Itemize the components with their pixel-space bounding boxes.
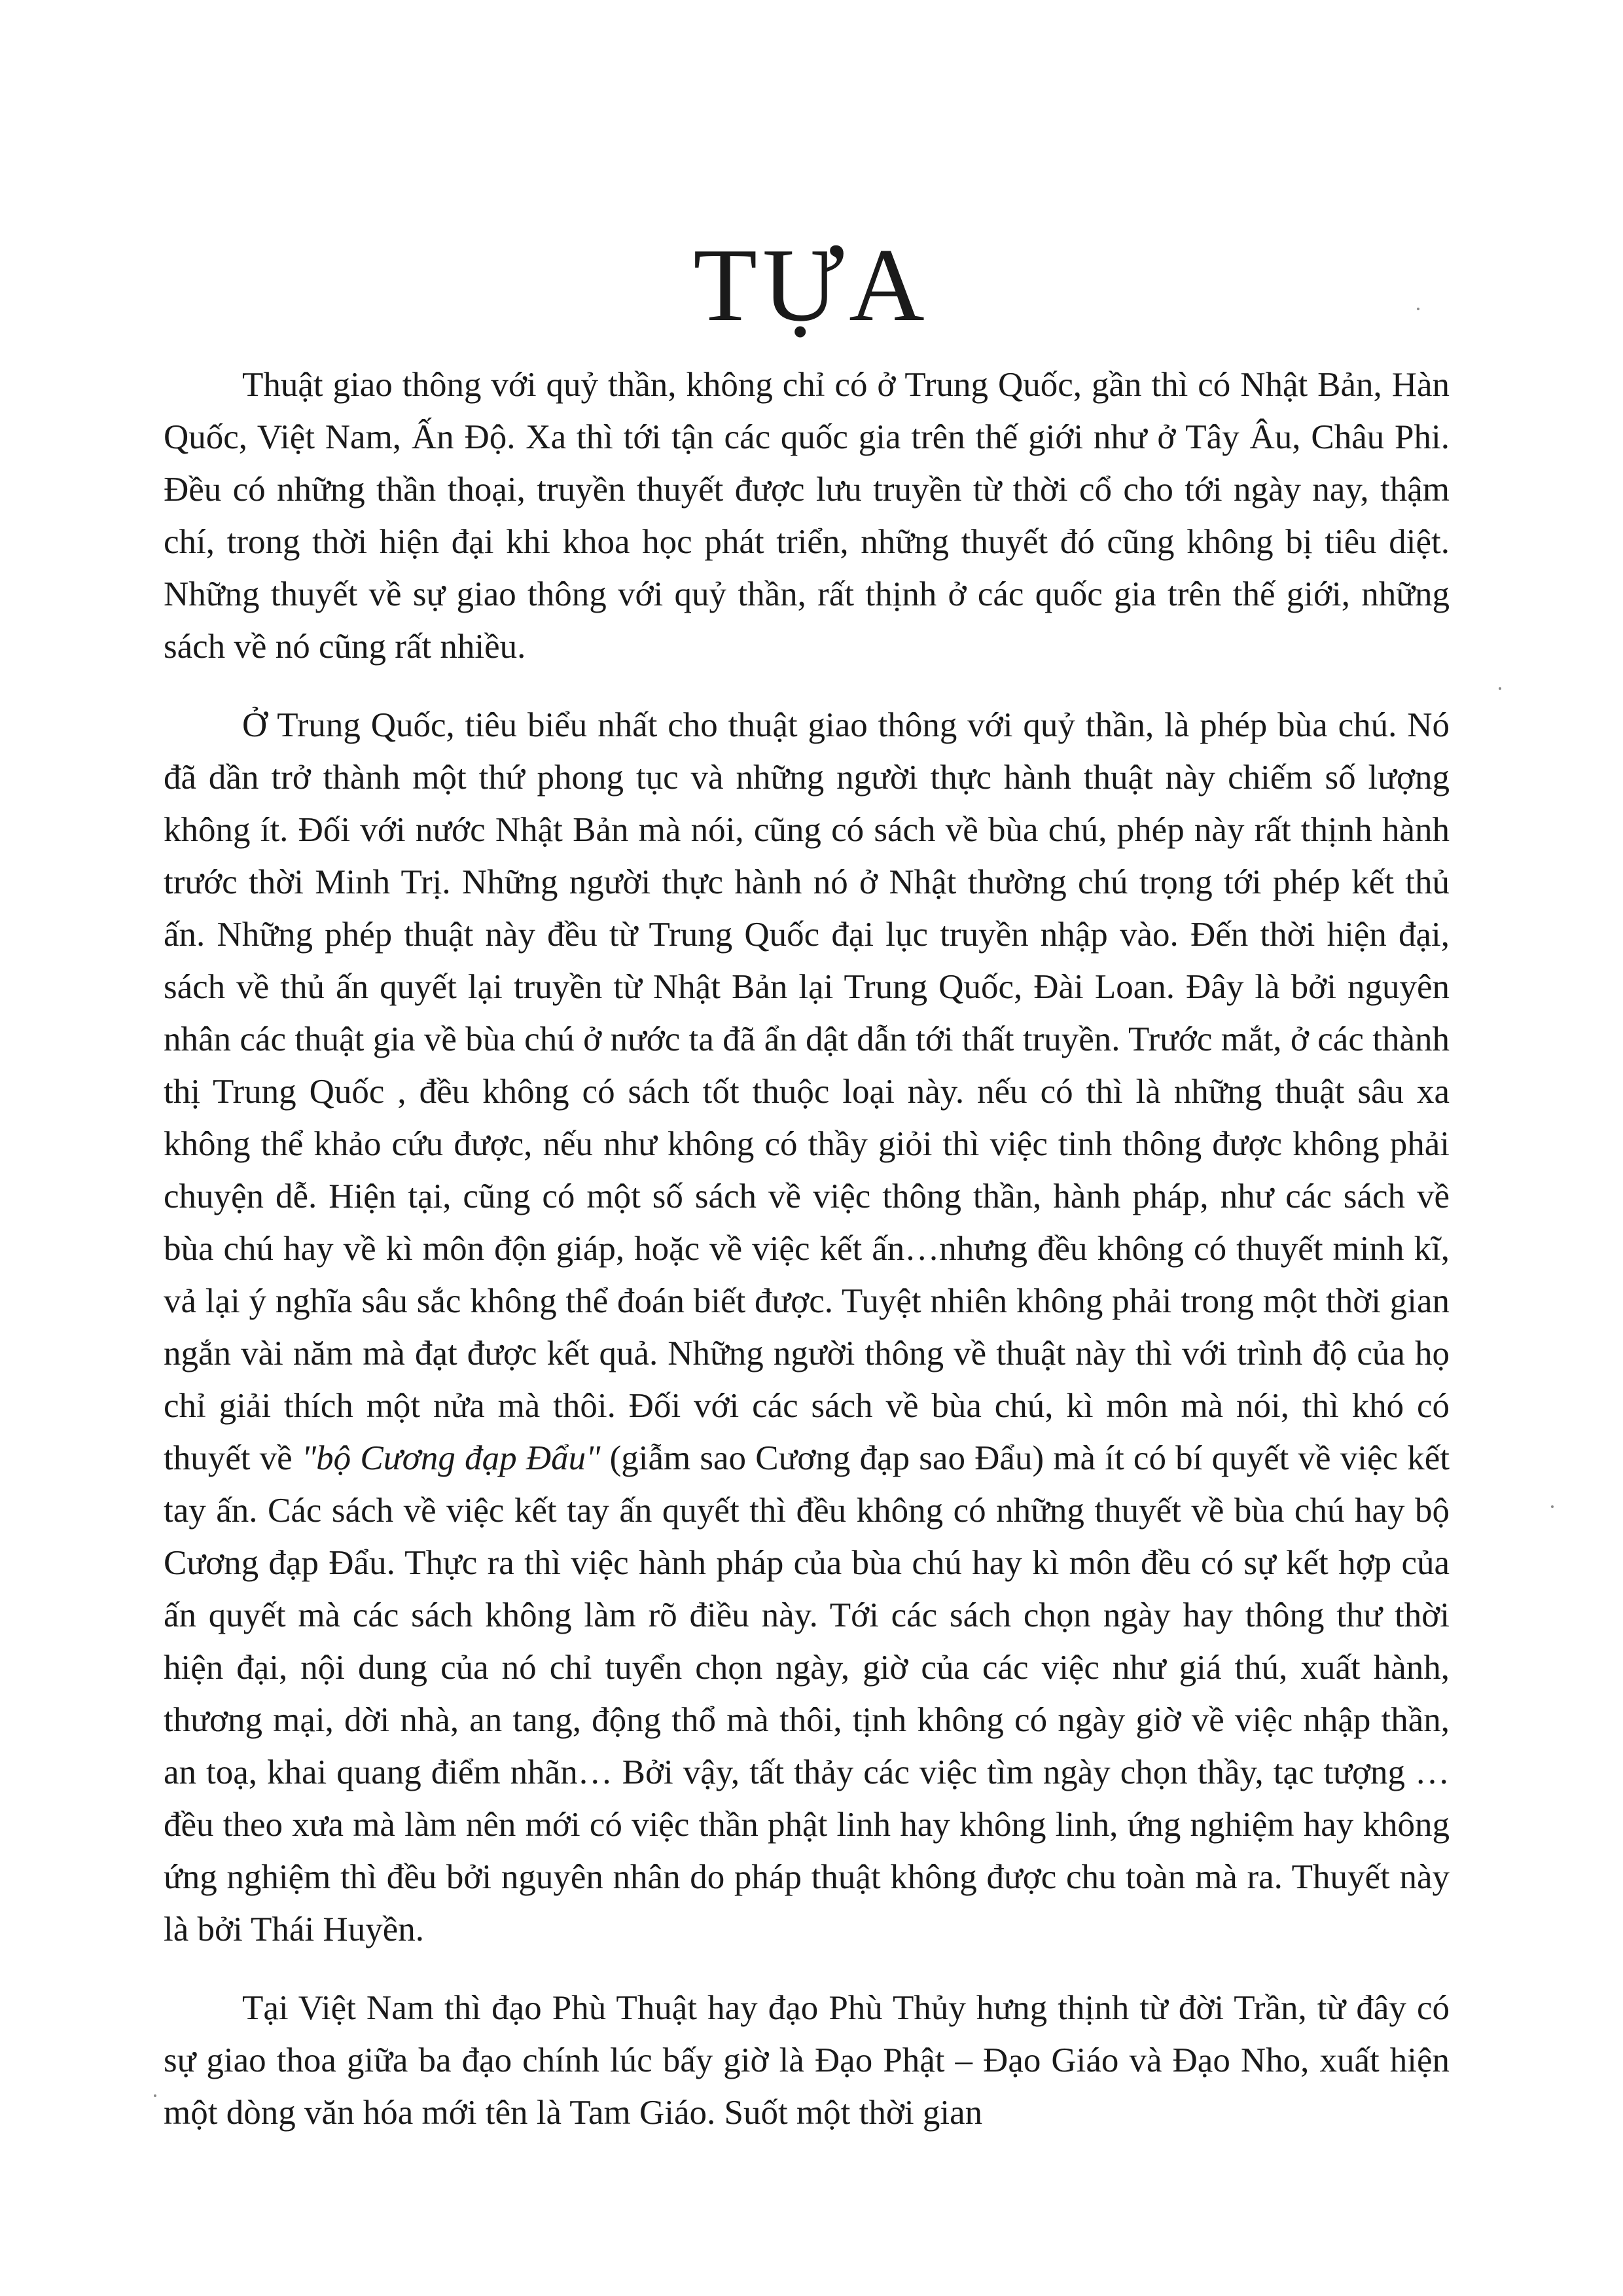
- paragraph-2-text-end: (giẫm sao Cương đạp sao Đẩu) mà ít có bí quyết về việc kết tay ấn. Các sách về việc kết tay ấn quyết thì đều không có những thuyết về bùa chú hay bộ Cương đạp Đẩu. Thực ra thì việc hành pháp của bùa chú hay kì môn đều có sự kết hợp của ấn quyết mà các sách không làm rõ điều này. Tới các sách chọn ngày hay thông thư thời hiện đại, nội dung của nó chỉ tuyển chọn ngày, giờ của các việc như giá thú, xuất hành, thương mại, dời nhà, an tang, động thổ mà thôi, tịnh không có ngày giờ về việc nhập thần, an toạ, khai quang điểm nhãn… Bởi vậy, tất thảy các việc tìm ngày chọn thầy, tạc tượng … đều theo xưa mà làm nên mới có việc thần phật linh hay không linh, ứng nghiệm hay không ứng nghiệm thì đều bởi nguyên nhân do pháp thuật không được chu toàn mà ra. Thuyết này là bởi Thái Huyền.: [164, 1439, 1450, 1948]
- paragraph-3: [164, 1982, 1450, 2139]
- page-title: TỰA: [693, 226, 930, 343]
- paragraph-3-text: Tại Việt Nam thì đạo Phù Thuật hay đạo Phù Thủy hưng thịnh từ đời Trần, từ đây có sự giao thoa giữa ba đạo chính lúc bấy giờ là Đạo Phật – Đạo Giáo và Đạo Nho, xuất hiện một dòng văn hóa mới tên là Tam Giáo. Suốt một thời gian: [164, 1989, 1450, 2132]
- scan-speck: [1551, 1505, 1554, 1508]
- paragraph-1: [164, 359, 1450, 673]
- scan-speck: [154, 2094, 156, 2097]
- scan-speck: [1499, 687, 1501, 690]
- paragraph-2: [164, 699, 1450, 1956]
- scan-speck: [1417, 308, 1419, 310]
- body-text: [164, 359, 1450, 2165]
- paragraph-2-text-start: Ở Trung Quốc, tiêu biểu nhất cho thuật giao thông với quỷ thần, là phép bùa chú. Nó đã dần trở thành một thứ phong tục và những người thực hành thuật này chiếm số lượng không ít. Đối với nước Nhật Bản mà nói, cũng có sách về bùa chú, phép này rất thịnh hành trước thời Minh Trị. Những người thực hành nó ở Nhật thường chú trọng tới phép kết thủ ấn. Những phép thuật này đều từ Trung Quốc đại lục truyền nhập vào. Đến thời hiện đại, sách về thủ ấn quyết lại truyền từ Nhật Bản lại Trung Quốc, Đài Loan. Đây là bởi nguyên nhân các thuật gia về bùa chú ở nước ta đã ẩn dật dẫn tới thất truyền. Trước mắt, ở các thành thị Trung Quốc , đều không có sách tốt thuộc loại này. nếu có thì là những thuật sâu xa không thể khảo cứu được, nếu như không có thầy giỏi thì việc tinh thông được không phải chuyện dễ. Hiện tại, cũng có một số sách về việc thông thần, hành pháp, như các sách về bùa chú hay về kì môn độn giáp, hoặc về việc kết ấn…nhưng đều không có thuyết minh kĩ, vả lại ý nghĩa sâu sắc không thể đoán biết được. Tuyệt nhiên không phải trong một thời gian ngắn vài năm mà đạt được kết quả. Những người thông về thuật này thì với trình độ của họ chỉ giải thích một nửa mà thôi. Đối với các sách về bùa chú, kì môn mà nói, thì khó có thuyết về: [164, 706, 1450, 1477]
- paragraph-2-emphasis: "bộ Cương đạp Đẩu": [301, 1439, 601, 1477]
- paragraph-1-text: Thuật giao thông với quỷ thần, không chỉ có ở Trung Quốc, gần thì có Nhật Bản, Hàn Quốc, Việt Nam, Ấn Độ. Xa thì tới tận các quốc gia trên thế giới như ở Tây Âu, Châu Phi. Đều có những thần thoại, truyền thuyết được lưu truyền từ thời cổ cho tới ngày nay, thậm chí, trong thời hiện đại khi khoa học phát triển, những thuyết đó cũng không bị tiêu diệt. Những thuyết về sự giao thông với quỷ thần, rất thịnh ở các quốc gia trên thế giới, những sách về nó cũng rất nhiều.: [164, 366, 1450, 666]
